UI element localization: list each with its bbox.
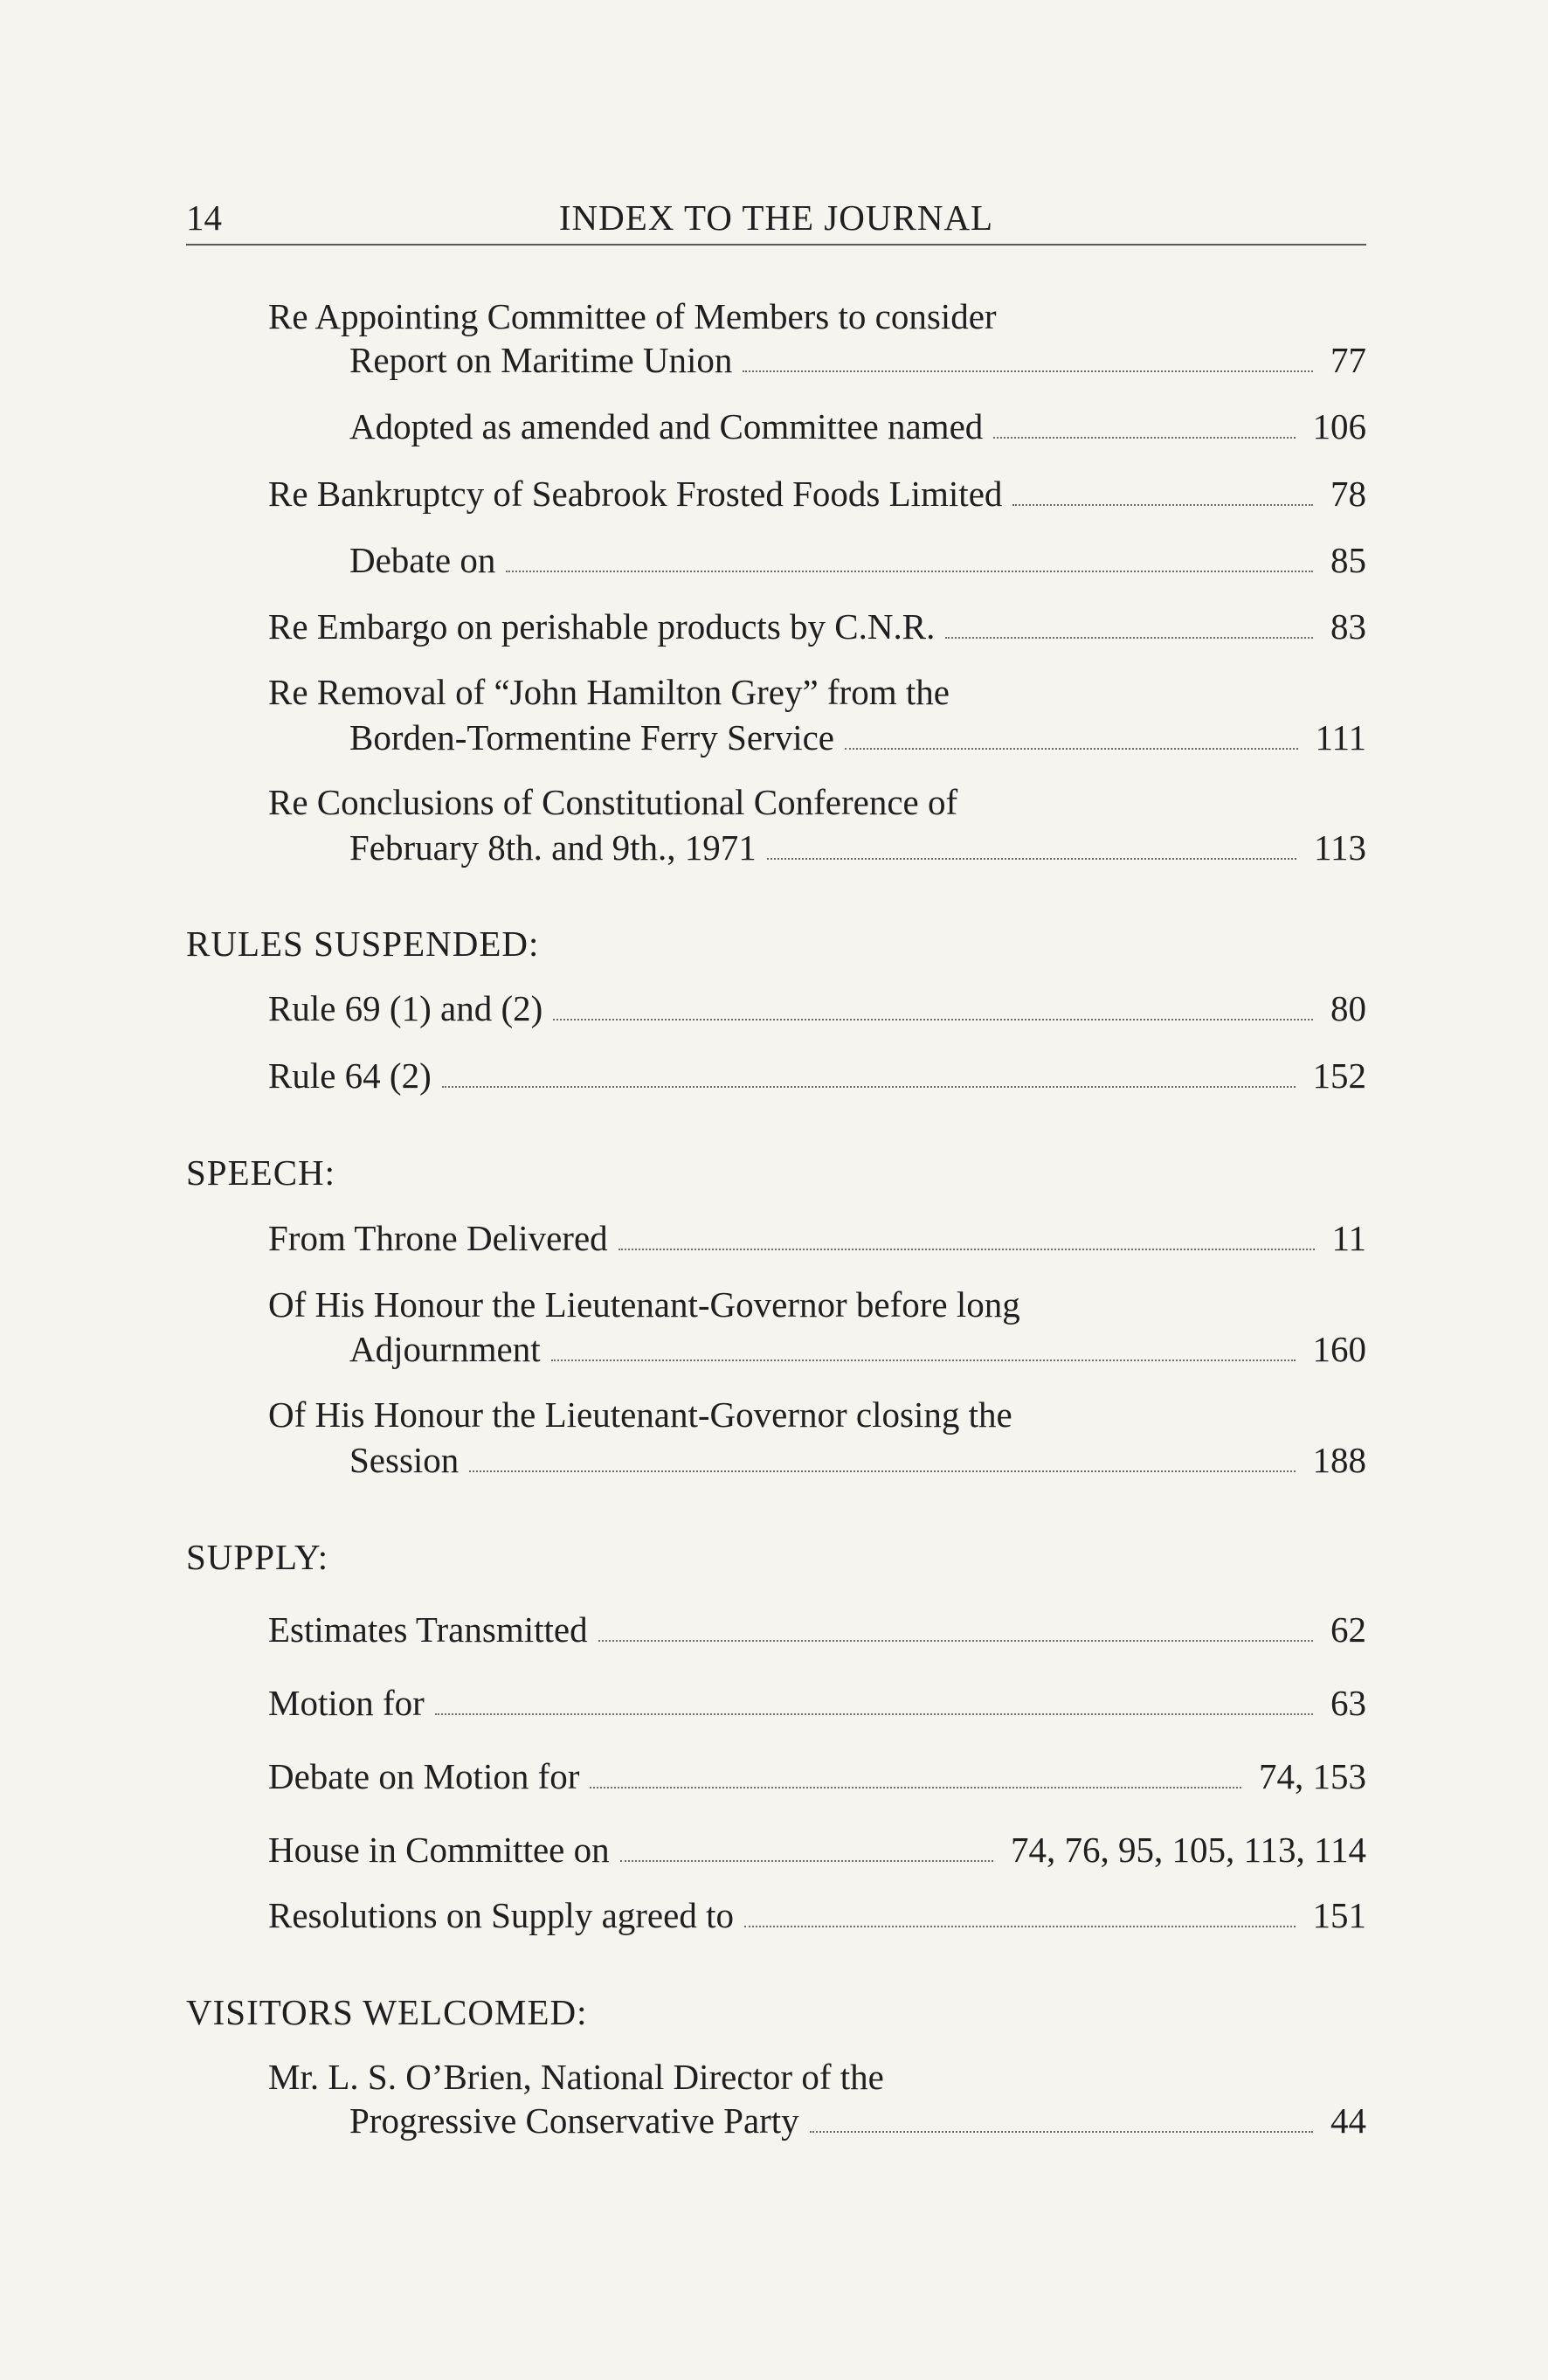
entry-page: 78 xyxy=(1330,474,1366,514)
entry-text: Borden-Tormentine Ferry Service xyxy=(349,717,835,758)
entry-first-line: Re Conclusions of Constitutional Conference of xyxy=(268,782,958,822)
entry-text: Progressive Conservative Party xyxy=(349,2100,799,2141)
entry-first-line: Re Removal of “John Hamilton Grey” from the xyxy=(268,672,950,712)
index-entry xyxy=(268,987,1366,1029)
entry-text: Re Embargo on perishable products by C.N.R. xyxy=(268,606,936,647)
entry-text: Debate on xyxy=(349,540,496,580)
entry-page: 113 xyxy=(1314,827,1366,868)
index-entry xyxy=(268,1894,1366,1936)
entry-page: 80 xyxy=(1330,988,1366,1028)
entry-page: 151 xyxy=(1312,1895,1366,1935)
index-entry xyxy=(349,405,1366,447)
dot-leader xyxy=(993,437,1295,439)
index-entry xyxy=(349,539,1366,581)
index-entry xyxy=(268,605,1366,647)
dot-leader xyxy=(1012,504,1313,506)
entry-page: 11 xyxy=(1331,1218,1366,1258)
entry-text: Rule 69 (1) and (2) xyxy=(268,988,543,1028)
index-entry xyxy=(268,1829,1366,1871)
index-entry xyxy=(349,2100,1366,2141)
index-entry xyxy=(349,339,1366,381)
dot-leader xyxy=(845,748,1298,750)
dot-leader xyxy=(945,637,1313,639)
entry-first-line: Of His Honour the Lieutenant-Governor before long xyxy=(268,1284,1020,1325)
entry-text: Adjournment xyxy=(349,1329,541,1369)
dot-leader xyxy=(435,1713,1313,1715)
running-title: INDEX TO THE JOURNAL xyxy=(558,197,994,238)
dot-leader xyxy=(744,1926,1296,1927)
dot-leader xyxy=(743,370,1313,372)
index-entry xyxy=(268,1055,1366,1097)
dot-leader xyxy=(598,1640,1313,1642)
section-heading: VISITORS WELCOMED: xyxy=(186,1992,588,2032)
dot-leader xyxy=(506,571,1313,572)
dot-leader xyxy=(767,858,1296,860)
entry-page: 160 xyxy=(1312,1329,1366,1369)
index-entry xyxy=(268,473,1366,515)
entry-text: Estimates Transmitted xyxy=(268,1609,588,1650)
entry-page: 77 xyxy=(1330,340,1366,380)
entry-text: February 8th. and 9th., 1971 xyxy=(349,827,757,868)
section-heading: RULES SUSPENDED: xyxy=(186,924,540,964)
entry-page: 74, 153 xyxy=(1259,1756,1366,1796)
page-header xyxy=(186,186,1366,246)
entry-page: 74, 76, 95, 105, 113, 114 xyxy=(1011,1830,1366,1870)
index-entry xyxy=(268,1217,1366,1259)
entry-text: House in Committee on xyxy=(268,1830,610,1870)
entry-first-line: Mr. L. S. O’Brien, National Director of the xyxy=(268,2057,884,2097)
entry-page: 111 xyxy=(1315,717,1366,758)
entry-page: 44 xyxy=(1330,2100,1366,2141)
entry-first-line: Of His Honour the Lieutenant-Governor closing the xyxy=(268,1394,1012,1435)
entry-text: Session xyxy=(349,1440,460,1480)
entry-page: 152 xyxy=(1312,1055,1366,1096)
entry-text: Debate on Motion for xyxy=(268,1756,580,1796)
index-entry xyxy=(349,1328,1366,1370)
entry-page: 62 xyxy=(1330,1609,1366,1650)
section-heading: SUPPLY: xyxy=(186,1537,329,1577)
dot-leader xyxy=(619,1249,1315,1250)
entry-page: 63 xyxy=(1330,1683,1366,1723)
entry-text: From Throne Delivered xyxy=(268,1218,608,1258)
index-entry xyxy=(349,716,1366,758)
dot-leader xyxy=(551,1360,1296,1361)
dot-leader xyxy=(590,1787,1241,1788)
entry-text: Resolutions on Supply agreed to xyxy=(268,1895,734,1935)
dot-leader xyxy=(620,1860,993,1862)
index-entry xyxy=(349,1439,1366,1481)
section-heading: SPEECH: xyxy=(186,1152,336,1193)
entry-page: 106 xyxy=(1312,406,1366,446)
index-entry xyxy=(268,1609,1366,1650)
entry-page: 85 xyxy=(1330,540,1366,580)
entry-text: Rule 64 (2) xyxy=(268,1055,432,1096)
entry-text: Report on Maritime Union xyxy=(349,340,733,380)
entry-first-line: Re Appointing Committee of Members to consider xyxy=(268,296,997,336)
entry-page: 188 xyxy=(1312,1440,1366,1480)
dot-leader xyxy=(553,1019,1313,1020)
dot-leader xyxy=(810,2131,1313,2133)
entry-text: Re Bankruptcy of Seabrook Frosted Foods Limited xyxy=(268,474,1003,514)
index-entry xyxy=(268,1682,1366,1724)
dot-leader xyxy=(469,1470,1295,1472)
entry-text: Adopted as amended and Committee named xyxy=(349,406,984,446)
index-entry xyxy=(349,827,1366,868)
page-number: 14 xyxy=(186,197,222,238)
dot-leader xyxy=(442,1086,1296,1088)
entry-text: Motion for xyxy=(268,1683,425,1723)
entry-page: 83 xyxy=(1330,606,1366,647)
index-entry xyxy=(268,1755,1366,1797)
